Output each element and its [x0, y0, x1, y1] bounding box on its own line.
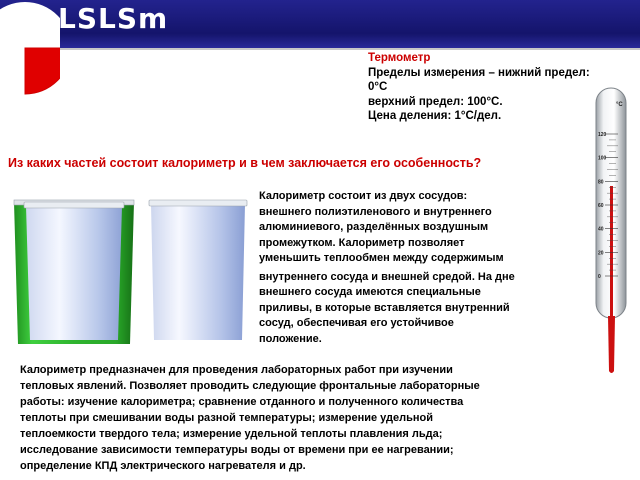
purpose-line: теплоемкости твердого тела; измерение удельной теплоты плавления льда; [20, 428, 443, 440]
description-line: сосуд, обеспечивая его устойчивое [259, 317, 454, 329]
thermometer-tick-label: 80 [598, 179, 604, 186]
description-line: промежутком. Калориметр позволяет [259, 236, 465, 249]
thermometer-tick-label: 40 [598, 226, 604, 233]
logo-text: LSLSm [58, 2, 169, 35]
description-line: положение. [259, 332, 322, 345]
purpose-line: теплоты при смешивании воды разной температуры; измерение удельной [20, 412, 433, 424]
purpose-line: Калориметр предназначен для проведения лабораторных работ при изучении [20, 364, 453, 376]
calorimeter-purpose [20, 362, 580, 474]
thermometer-image [588, 86, 634, 376]
thermometer-division: Цена деления: 1°С/дел. [368, 110, 502, 122]
thermometer-tick-label: 60 [598, 203, 604, 209]
header-rule [0, 48, 640, 50]
purpose-line: работы: изучение калориметра; сравнение отданного и полученного количества [20, 396, 464, 408]
logo-icon [0, 0, 60, 100]
logo-wedge-icon [25, 48, 60, 94]
thermometer-info [368, 51, 618, 124]
thermometer-title: Термометр [368, 52, 431, 64]
thermometer-tick-label: 120 [598, 132, 607, 138]
description-line: Калориметр состоит из двух сосудов: [259, 190, 468, 202]
description-line: приливы, в которые вставляется внутренний [259, 301, 510, 314]
inner-vessel-image [148, 198, 248, 344]
thermometer-lower-limit: 0°С [368, 81, 388, 93]
purpose-line: тепловых явлений. Позволяет проводить следующие фронтальные лабораторные [20, 380, 480, 392]
thermometer-tick-label: 20 [598, 250, 604, 257]
thermometer-upper-limit: верхний предел: 100°С. [368, 95, 503, 108]
description-line: внешнего сосуда имеются специальные [259, 286, 481, 298]
description-line: уменьшить теплообмен между содержимым [259, 252, 504, 264]
thermometer-unit: °C [616, 102, 623, 108]
question-heading: Из каких частей состоит калориметр и в чем заключается его особенность? [8, 156, 482, 170]
thermometer-range-line: Пределы измерения – нижний предел: [368, 66, 590, 79]
outer-vessel-image [12, 198, 136, 348]
description-line: алюминиевого, разделённых воздушным [259, 221, 489, 233]
description-line: внутреннего сосуда и внешней средой. На дне [259, 270, 515, 283]
description-line: внешнего полиэтиленового и внутреннего [259, 205, 492, 218]
calorimeter-description [259, 189, 559, 347]
thermometer-tick-label: 0 [598, 274, 601, 280]
purpose-line: определение КПД электрического нагревателя и др. [20, 460, 306, 472]
thermometer-tick-label: 100 [598, 155, 607, 162]
purpose-line: исследование зависимости температуры воды от времени при ее нагревании; [20, 444, 454, 456]
